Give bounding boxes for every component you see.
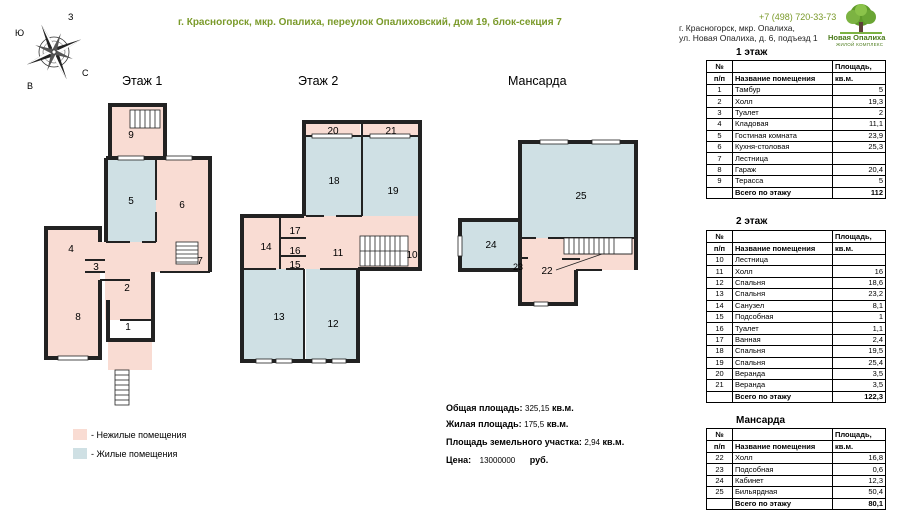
- room-area: 25,4: [833, 357, 886, 368]
- room-area: [833, 255, 886, 266]
- room-label-24: 24: [485, 240, 497, 251]
- room-area: 11,1: [833, 119, 886, 130]
- room-area: 18,6: [833, 277, 886, 288]
- room-area: 50,4: [833, 487, 886, 498]
- room-label-12: 12: [327, 319, 339, 330]
- legend-living-label: - Жилые помещения: [91, 449, 178, 459]
- summary-living-value: 175,5: [524, 420, 545, 429]
- room-area: 23,9: [833, 130, 886, 141]
- table-total-row: [707, 187, 886, 198]
- room-number: 16: [707, 323, 733, 334]
- table-row: [707, 368, 886, 379]
- col-name-header-blank: [733, 231, 833, 243]
- table-row: [707, 289, 886, 300]
- table-row: [707, 96, 886, 107]
- room-number: 7: [707, 153, 733, 164]
- table-row: [707, 464, 886, 475]
- room-area: 16: [833, 266, 886, 277]
- room-area: 25,3: [833, 141, 886, 152]
- room-label-13: 13: [273, 312, 285, 323]
- room-name: Холл: [733, 453, 833, 464]
- table-floor3: [706, 428, 886, 510]
- room-label-5: 5: [128, 196, 134, 207]
- floor3-title: Мансарда: [508, 74, 567, 88]
- room-area: 16,8: [833, 453, 886, 464]
- room-name: Туалет: [733, 107, 833, 118]
- col-name-header: Название помещения: [733, 441, 833, 453]
- table-row: [707, 255, 886, 266]
- room-label-17: 17: [289, 226, 301, 237]
- room-area: 3,5: [833, 380, 886, 391]
- table-header-row: [707, 441, 886, 453]
- room-number: 5: [707, 130, 733, 141]
- summary-land: [446, 437, 624, 447]
- room-number: 21: [707, 380, 733, 391]
- room-label-11: 11: [332, 248, 344, 259]
- room-area: 2: [833, 107, 886, 118]
- table-row: [707, 487, 886, 498]
- compass-label-east: В: [27, 81, 34, 91]
- col-name-header: Название помещения: [733, 73, 833, 85]
- room-number: 4: [707, 119, 733, 130]
- total-area: 80,1: [833, 498, 886, 509]
- table-row: [707, 453, 886, 464]
- room-name: Туалет: [733, 323, 833, 334]
- floor1-plan: [40, 100, 220, 415]
- table-header-row: [707, 429, 886, 441]
- room-label-19: 19: [387, 186, 399, 197]
- summary-land-unit: кв.м.: [602, 437, 625, 447]
- compass-label-west: З: [68, 12, 74, 22]
- compass-label-north: С: [82, 68, 89, 78]
- summary-total-value: 325,15: [525, 404, 550, 413]
- col-np-header: п/п: [707, 243, 733, 255]
- room-label-20: 20: [327, 126, 339, 137]
- room-number: 9: [707, 176, 733, 187]
- summary-total-unit: кв.м.: [552, 403, 574, 413]
- room-name: Ванная: [733, 334, 833, 345]
- room-name: Лестница: [733, 255, 833, 266]
- room-name: Бильярдная: [733, 487, 833, 498]
- table-floor2: [706, 230, 886, 403]
- table-row: [707, 334, 886, 345]
- table-row: [707, 346, 886, 357]
- address-line-2: ул. Новая Опалиха, д. 6, подъезд 1: [679, 33, 818, 43]
- summary-living-label: Жилая площадь:: [446, 419, 522, 429]
- table-row: [707, 323, 886, 334]
- room-label-6: 6: [179, 200, 185, 211]
- table-row: [707, 107, 886, 118]
- summary-land-label: Площадь земельного участка:: [446, 437, 582, 447]
- room-area: 19,5: [833, 346, 886, 357]
- room-number: 13: [707, 289, 733, 300]
- table-row: [707, 130, 886, 141]
- col-name-header: Название помещения: [733, 243, 833, 255]
- table-floor3-title: Мансарда: [736, 415, 786, 426]
- room-name: Спальня: [733, 277, 833, 288]
- room-area: 2,4: [833, 334, 886, 345]
- room-name: Кухня-столовая: [733, 141, 833, 152]
- summary-price: [446, 455, 548, 465]
- summary-living-unit: кв.м.: [546, 419, 569, 429]
- total-number-blank: [707, 391, 733, 402]
- col-name-header-blank: [733, 61, 833, 73]
- room-area: 5: [833, 85, 886, 96]
- room-label-10: 10: [406, 250, 418, 261]
- room-number: 14: [707, 300, 733, 311]
- table-row: [707, 85, 886, 96]
- room-area: 1: [833, 311, 886, 322]
- col-area-header: Площадь,: [833, 61, 886, 73]
- col-unit-header: кв.м.: [833, 441, 886, 453]
- room-name: Гостиная комната: [733, 130, 833, 141]
- room-label-15: 15: [289, 260, 301, 271]
- room-area: 3,5: [833, 368, 886, 379]
- logo-subtitle: ЖИЛОЙ КОМПЛЕКС: [836, 42, 884, 47]
- col-np-header: п/п: [707, 441, 733, 453]
- table-row: [707, 119, 886, 130]
- summary-price-label: Цена:: [446, 455, 472, 465]
- page-title: г. Красногорск, мкр. Опалиха, переулок Опалиховский, дом 19, блок-секция 7: [178, 17, 562, 28]
- total-label: Всего по этажу: [733, 187, 833, 198]
- table-header-row: [707, 243, 886, 255]
- room-number: 6: [707, 141, 733, 152]
- room-number: 19: [707, 357, 733, 368]
- room-number: 25: [707, 487, 733, 498]
- room-label-8: 8: [75, 312, 81, 323]
- room-label-16: 16: [289, 246, 301, 257]
- floor1-title: Этаж 1: [122, 74, 163, 88]
- table-floor1-title: 1 этаж: [736, 47, 768, 58]
- legend-nonliving-swatch: [73, 429, 87, 440]
- col-no-header: №: [707, 231, 733, 243]
- room-area: 23,2: [833, 289, 886, 300]
- col-no-header: №: [707, 61, 733, 73]
- room-name: Тамбур: [733, 85, 833, 96]
- room-number: 17: [707, 334, 733, 345]
- room-area: 19,3: [833, 96, 886, 107]
- room-label-2: 2: [124, 283, 130, 294]
- summary-price-value: 13000000: [479, 456, 516, 465]
- room-label-4: 4: [68, 244, 74, 255]
- table-total-row: [707, 391, 886, 402]
- col-area-header: Площадь,: [833, 429, 886, 441]
- room-name: Веранда: [733, 368, 833, 379]
- room-name: Холл: [733, 266, 833, 277]
- col-no-header: №: [707, 429, 733, 441]
- room-label-7: 7: [197, 256, 203, 267]
- room-label-25: 25: [575, 191, 587, 202]
- room-number: 2: [707, 96, 733, 107]
- total-area: 122,3: [833, 391, 886, 402]
- table-row: [707, 266, 886, 277]
- compass-label-south: Ю: [15, 28, 25, 38]
- col-area-header: Площадь,: [833, 231, 886, 243]
- room-label-22: 22: [541, 266, 553, 277]
- room-area: 8,1: [833, 300, 886, 311]
- room-area: 1,1: [833, 323, 886, 334]
- room-area: 20,4: [833, 164, 886, 175]
- tree-logo-icon: [838, 2, 884, 36]
- total-number-blank: [707, 187, 733, 198]
- floor2-plan: [236, 118, 428, 368]
- room-label-18: 18: [328, 176, 340, 187]
- room-name: Спальня: [733, 346, 833, 357]
- table-row: [707, 380, 886, 391]
- col-unit-header: кв.м.: [833, 73, 886, 85]
- room-name: Веранда: [733, 380, 833, 391]
- room-area: 0,6: [833, 464, 886, 475]
- logo-name: Новая Опалиха: [828, 33, 886, 42]
- floor2-title: Этаж 2: [298, 74, 339, 88]
- table-row: [707, 475, 886, 486]
- room-name: Санузел: [733, 300, 833, 311]
- room-area: [833, 153, 886, 164]
- table-row: [707, 357, 886, 368]
- room-number: 15: [707, 311, 733, 322]
- address-line-1: г. Красногорск, мкр. Опалиха,: [679, 23, 795, 33]
- room-number: 12: [707, 277, 733, 288]
- room-number: 8: [707, 164, 733, 175]
- total-area: 112: [833, 187, 886, 198]
- room-name: Лестница: [733, 153, 833, 164]
- room-name: Кладовая: [733, 119, 833, 130]
- room-number: 1: [707, 85, 733, 96]
- legend-nonliving-label: - Нежилые помещения: [91, 430, 187, 440]
- table-row: [707, 277, 886, 288]
- table-floor1: [706, 60, 886, 199]
- summary-total-label: Общая площадь:: [446, 403, 523, 413]
- room-name: Холл: [733, 96, 833, 107]
- room-number: 23: [707, 464, 733, 475]
- room-number: 20: [707, 368, 733, 379]
- summary-land-value: 2,94: [584, 438, 600, 447]
- phone-number[interactable]: +7 (498) 720-33-73: [759, 12, 837, 22]
- summary-living: [446, 419, 568, 429]
- room-name: Подсобная: [733, 311, 833, 322]
- table-header-row: [707, 73, 886, 85]
- mansard-plan: [452, 138, 642, 312]
- summary-total: [446, 403, 574, 413]
- room-number: 11: [707, 266, 733, 277]
- total-label: Всего по этажу: [733, 391, 833, 402]
- summary-price-unit: руб.: [529, 455, 549, 465]
- table-row: [707, 141, 886, 152]
- room-name: Спальня: [733, 357, 833, 368]
- room-name: Терасса: [733, 176, 833, 187]
- room-label-23: 23: [512, 262, 524, 272]
- table-row: [707, 176, 886, 187]
- table-row: [707, 311, 886, 322]
- room-label-3: 3: [93, 262, 99, 273]
- table-floor2-title: 2 этаж: [736, 216, 768, 227]
- col-unit-header: кв.м.: [833, 243, 886, 255]
- room-name: Гараж: [733, 164, 833, 175]
- table-row: [707, 153, 886, 164]
- total-number-blank: [707, 498, 733, 509]
- room-label-14: 14: [260, 242, 272, 253]
- legend-living-swatch: [73, 448, 87, 459]
- table-header-row: [707, 61, 886, 73]
- table-row: [707, 300, 886, 311]
- room-number: 22: [707, 453, 733, 464]
- room-area: 5: [833, 176, 886, 187]
- room-label-9: 9: [128, 130, 134, 141]
- room-number: 3: [707, 107, 733, 118]
- compass-rose-icon: [12, 8, 97, 93]
- room-name: Подсобная: [733, 464, 833, 475]
- room-name: Спальня: [733, 289, 833, 300]
- table-header-row: [707, 231, 886, 243]
- col-np-header: п/п: [707, 73, 733, 85]
- room-number: 18: [707, 346, 733, 357]
- room-label-21: 21: [385, 126, 397, 137]
- room-name: Кабинет: [733, 475, 833, 486]
- room-label-1: 1: [125, 322, 131, 333]
- table-row: [707, 164, 886, 175]
- total-label: Всего по этажу: [733, 498, 833, 509]
- room-number: 10: [707, 255, 733, 266]
- table-total-row: [707, 498, 886, 509]
- room-area: 12,3: [833, 475, 886, 486]
- col-name-header-blank: [733, 429, 833, 441]
- room-number: 24: [707, 475, 733, 486]
